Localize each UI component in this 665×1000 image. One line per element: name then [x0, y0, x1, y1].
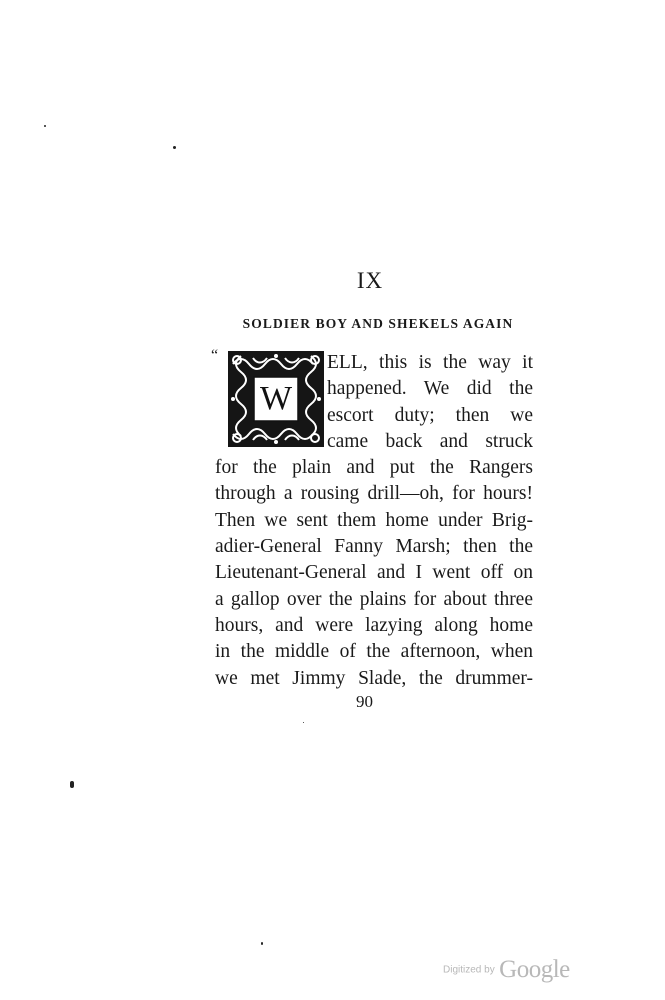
text-line: in the middle of the afternoon, when	[215, 641, 533, 663]
text-line: came back and struck	[327, 430, 533, 452]
text-line: a gallop over the plains for about three	[215, 588, 533, 610]
opening-quote-mark: “	[211, 347, 219, 364]
text-line: for the plain and put the Rangers	[215, 457, 533, 479]
scan-speck	[261, 942, 263, 945]
text-line: Then we sent them home under Brig-	[215, 509, 533, 531]
chapter-title: SOLDIER BOY AND SHEKELS AGAIN	[242, 316, 514, 331]
drop-cap-letter: W	[259, 379, 293, 417]
text-line: we met Jimmy Slade, the drummer-	[215, 667, 533, 689]
chapter-number: IX	[356, 268, 384, 293]
text-line: adier-General Fanny Marsh; then the	[215, 536, 533, 558]
text-line: Lieutenant-General and I went off on	[215, 562, 533, 584]
scan-speck	[173, 146, 176, 149]
text-line: hours, and were lazying along home	[215, 614, 533, 636]
text-line: escort duty; then we	[327, 404, 533, 426]
text-line: ELL, this is the way it	[327, 352, 533, 373]
digitized-watermark	[443, 956, 570, 984]
text-line: happened. We did the	[327, 378, 533, 400]
scan-speck	[70, 781, 74, 788]
text-line: through a rousing drill—oh, for hours!	[215, 483, 533, 505]
google-logo: Google	[499, 956, 570, 983]
page-number: 90	[356, 692, 373, 711]
scan-speck	[44, 125, 46, 127]
chapter-text	[211, 347, 533, 692]
ornamental-drop-cap	[227, 350, 325, 448]
scan-speck	[303, 722, 304, 723]
watermark-prefix: Digitized by	[443, 964, 495, 976]
